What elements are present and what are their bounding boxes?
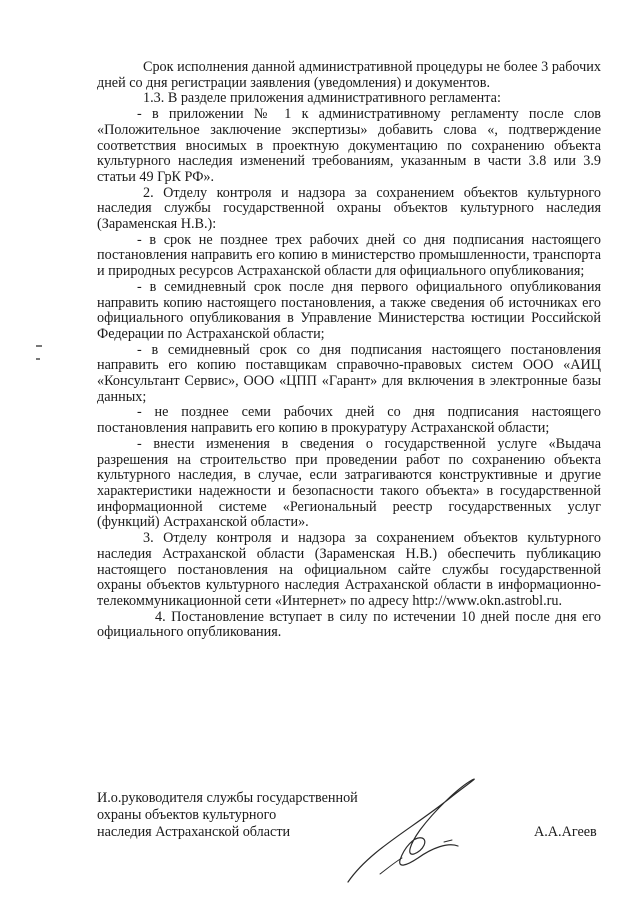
paragraph: 1.3. В разделе приложения административного регламента: [143,90,501,107]
paragraph: - не позднее семи рабочих дней со дня подписания настоящего постановления направить его копию в прокуратуру Астраханской области; [97,404,601,437]
paragraph: Срок исполнения данной административной процедуры не более 3 рабочих дней со дня регистрации заявления (уведомления) и документов. [97,59,601,91]
paragraph: 4. Постановление вступает в силу по истечении 10 дней после дня его официального опубликования. [97,608,601,641]
position-line: охраны объектов культурного [97,807,277,823]
margin-mark [36,358,40,360]
position-line: наследия Астраханской области [97,824,291,840]
handwritten-signature [340,770,490,890]
paragraph: - в семидневный срок после дня первого официального опубликования направить копию настоящего постановления, а также сведения об источниках его официального опубликования в Управление Министерства юстиции Российской Федерации по Астраханской области; [97,278,601,342]
paragraph: 2. Отделу контроля и надзора за сохранением объектов культурного наследия службы государственной охраны объектов культурного наследия (Зараменская Н.В.): [97,184,601,233]
document-body [97,60,601,641]
paragraph: - внести изменения в сведения о государственной услуге «Выдача разрешения на строительство при проведении работ по сохранению объекта культурного наследия, в случае, если затрагиваются конструктивные и другие характеристики надежности и безопасности такого объекта» в государственной информационной системе «Региональный реестр государственных услуг (функций) Астраханской области». [97,435,601,531]
paragraph: 3. Отделу контроля и надзора за сохранением объектов культурного наследия Астраханской области (Зараменская Н.В.) обеспечить публикацию настоящего постановления на официальном сайте службы государственной охраны объектов культурного наследия Астраханской области в информационно-телекоммуникационной сети «Интернет» по адресу http://www.okn.astrobl.ru. [97,530,601,609]
paragraph: - в срок не позднее трех рабочих дней со дня подписания настоящего постановления направить его копию в министерство промышленности, транспорта и природных ресурсов Астраханской области для официального опубликования; [97,231,601,280]
paragraph: - в семидневный срок со дня подписания настоящего постановления направить его копию поставщикам справочно-правовых систем ООО «АИЦ «Консультант Сервис», ООО «ЦПП «Гарант» для включения в электронные базы данных; [97,341,601,405]
margin-mark [36,345,42,347]
paragraph: - в приложении № 1 к административному регламенту после слов «Положительное заключение экспертизы» добавить слова «, подтверждение соответствия вносимых в проектную документацию по сохранению объекта культурного наследия изменений требованиям, указанным в части 3.8 или 3.9 статьи 49 ГрК РФ». [97,106,601,185]
position-line: И.о.руководителя службы государственной [97,790,358,806]
signatory-name: А.А.Агеев [534,824,597,840]
